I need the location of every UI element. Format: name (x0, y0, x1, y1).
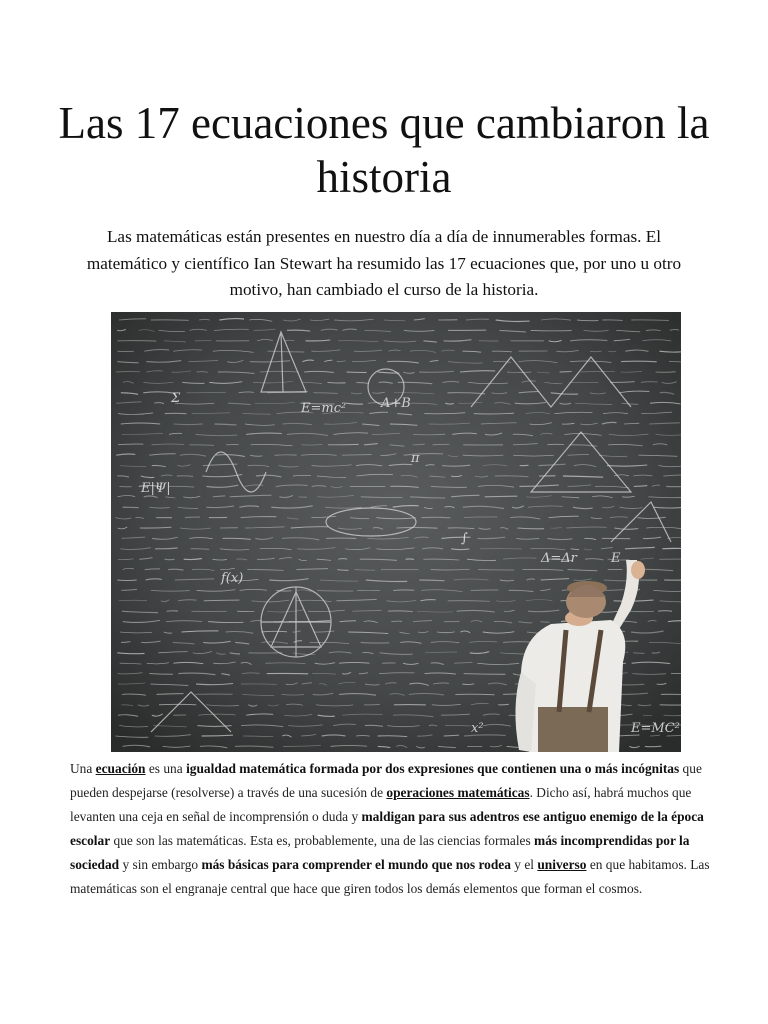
inline-link[interactable]: universo (537, 857, 587, 872)
chalk-formula: x² (471, 721, 484, 736)
chalk-formula: E (611, 551, 621, 566)
bold-phrase: más incomprendidas por la sociedad (70, 833, 690, 872)
chalk-stroke (633, 653, 644, 654)
chalk-stroke (658, 611, 672, 612)
text-run: que pueden despejarse (resolverse) a través de una sucesión de (70, 761, 702, 800)
chalk-formula: π (411, 451, 420, 466)
chalk-stroke (185, 517, 200, 518)
text-run: que son las matemáticas. Esta es, probablemente, una de las ciencias formales (110, 833, 535, 848)
chalk-stroke (117, 580, 136, 581)
chalk-stroke (485, 496, 518, 497)
chalk-stroke (177, 476, 193, 477)
chalkboard-photo (111, 312, 681, 752)
chalk-formula: f(x) (221, 571, 244, 586)
text-run: . Dicho así, habrá muchos que levanten una ceja en señal de incomprensión o duda y (70, 785, 692, 824)
chalk-stroke (268, 351, 305, 352)
bold-phrase: más básicas para comprender el mundo que nos rodea (201, 857, 511, 872)
inline-link[interactable]: ecuación (95, 761, 146, 776)
chalk-stroke (327, 382, 345, 383)
chalk-formula: Σ (171, 391, 181, 406)
chalk-stroke (189, 445, 214, 446)
chalk-stroke (347, 372, 367, 373)
chalk-stroke (541, 622, 550, 623)
chalk-formula: E=mc² (301, 401, 347, 416)
body-paragraph (70, 757, 713, 901)
inline-link[interactable]: operaciones matemáticas (386, 785, 530, 800)
chalk-stroke (419, 580, 444, 581)
bold-phrase: igualdad matemática formada por dos expresiones que contienen una o más incógnitas (186, 761, 680, 776)
chalk-formula: Δ=Δr (541, 551, 577, 566)
chalk-formula: E=MC² (631, 721, 680, 736)
chalk-stroke (174, 424, 203, 425)
text-run: Una (70, 761, 96, 776)
chalk-formula: A+B (381, 396, 411, 411)
chalk-stroke (471, 590, 499, 591)
text-run: en que habitamos. Las matemáticas son el engranaje central que hace que giren todos los demás elementos que forman el cosmos. (70, 857, 710, 896)
text-run: y sin embargo (119, 857, 202, 872)
chalk-stroke (361, 642, 390, 643)
text-run: y el (510, 857, 538, 872)
chalk-stroke (338, 559, 347, 560)
chalk-stroke (656, 372, 676, 373)
chalk-formula: E|Ψ| (141, 481, 171, 496)
bold-phrase: maldigan para sus adentros ese antiguo enemigo de la época escolar (70, 809, 704, 848)
text-run: es una (145, 761, 187, 776)
chalk-stroke (560, 371, 572, 372)
chalkboard-image (111, 312, 681, 752)
intro-paragraph: Las matemáticas están presentes en nuestro día a día de innumerables formas. El matemático y científico Ian Stewart ha resumido las 17 ecuaciones que, por uno u otro motivo, han cambiado el curso de la historia. (86, 227, 682, 299)
chalk-formula: ∫ (461, 531, 468, 546)
chalk-stroke (433, 444, 450, 445)
document-title: Las 17 ecuaciones que cambiaron la historia (58, 98, 710, 202)
